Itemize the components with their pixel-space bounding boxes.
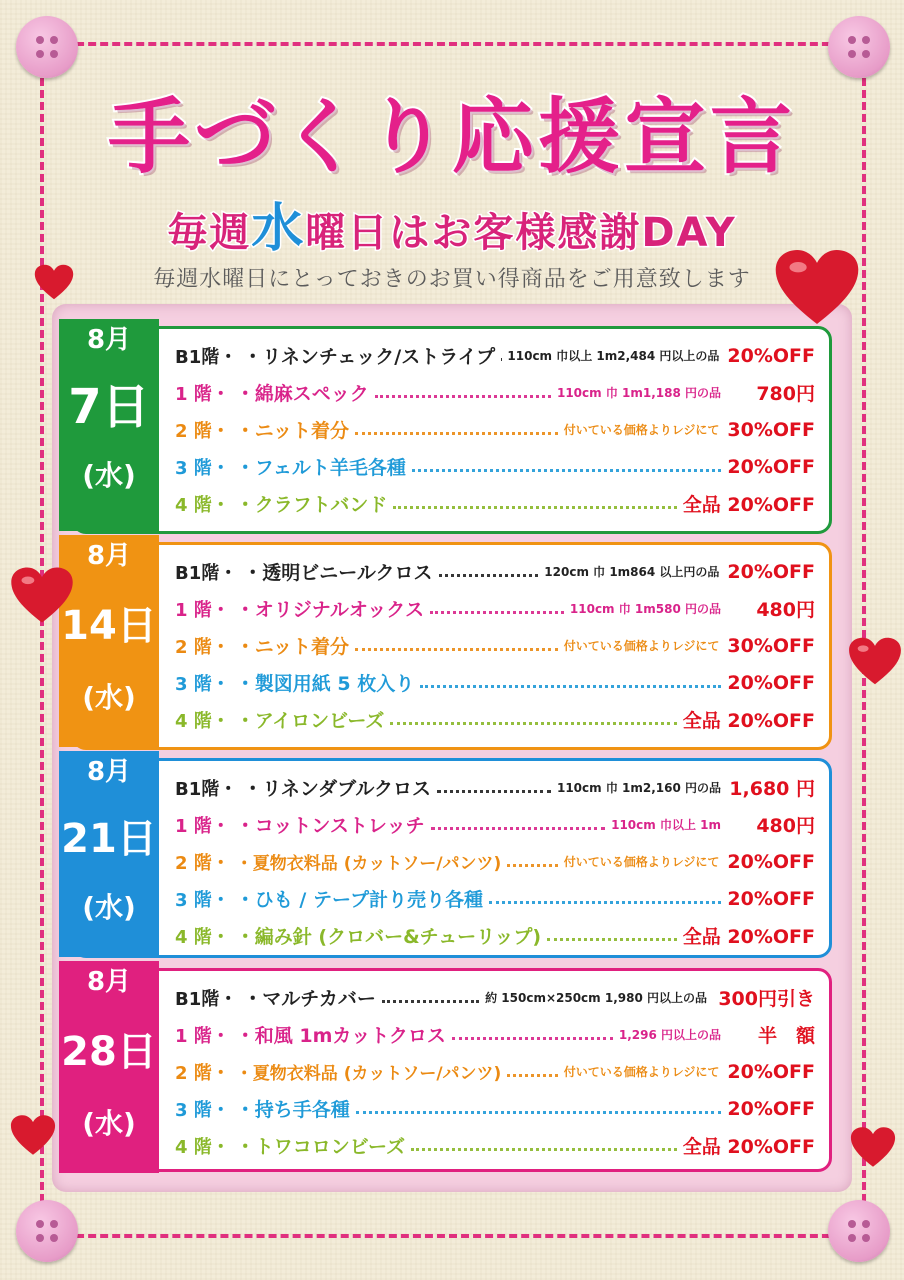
item-note: 1,296 円以上の品 — [618, 1028, 721, 1042]
item-name: ・トワコロンビーズ — [235, 1136, 406, 1158]
item-note: 110cm 巾 1m580 円の品 — [569, 602, 721, 616]
floor-label: 1 階・ — [175, 1025, 230, 1047]
floor-label: 2 階・ — [175, 636, 230, 658]
leader-dots — [547, 931, 677, 941]
button-ornament-bottom-right — [828, 1200, 890, 1262]
leader-dots — [375, 388, 551, 398]
item-note: 110cm 巾以上 1m — [611, 818, 721, 832]
heart-balloon-icon — [850, 1126, 896, 1168]
floor-label: 1 階・ — [175, 599, 230, 621]
floor-label: 3 階・ — [175, 1099, 230, 1121]
heart-balloon-icon — [10, 566, 74, 624]
leader-dots — [489, 894, 721, 904]
floor-label: 2 階・ — [175, 852, 230, 874]
item-name: ・オリジナルオックス — [235, 599, 425, 621]
list-item — [175, 411, 815, 448]
floor-label: 4 階・ — [175, 1136, 230, 1158]
subtitle-highlight: 水 — [251, 199, 306, 259]
floor-label: B1階・ — [175, 346, 238, 368]
item-name: ・クラフトバンド — [235, 494, 388, 516]
item-list — [175, 337, 815, 522]
item-name: ・ニット着分 — [235, 636, 350, 658]
leader-dots — [430, 604, 564, 614]
item-price: 780円 — [756, 383, 815, 405]
list-item — [175, 843, 815, 880]
item-price: 30%OFF — [727, 634, 815, 657]
item-note: 付いている価格よりレジにて — [563, 1065, 720, 1079]
item-price: 20%OFF — [727, 344, 815, 367]
leader-dots — [382, 993, 479, 1003]
leader-dots — [439, 567, 539, 577]
item-price: 全品 20%OFF — [682, 710, 815, 732]
floor-label: 3 階・ — [175, 457, 230, 479]
date-tab — [59, 319, 159, 531]
leader-dots — [390, 715, 676, 725]
floor-label: 3 階・ — [175, 889, 230, 911]
leader-dots — [452, 1030, 613, 1040]
floor-label: B1階・ — [175, 562, 238, 584]
leader-dots — [431, 820, 605, 830]
leader-dots — [507, 857, 557, 867]
floor-label: 4 階・ — [175, 710, 230, 732]
leader-dots — [355, 425, 558, 435]
item-list — [175, 979, 815, 1164]
list-item — [175, 448, 815, 485]
date-day: 14日 — [61, 603, 157, 649]
list-item — [175, 627, 815, 664]
item-price: 全品 20%OFF — [682, 494, 815, 516]
item-price: 30%OFF — [727, 418, 815, 441]
list-item — [175, 979, 815, 1016]
item-note: 110cm 巾以上 1m2,484 円以上の品 — [507, 349, 720, 363]
item-list — [175, 553, 815, 738]
list-item — [175, 1016, 815, 1053]
item-note: 120cm 巾 1m864 以上円の品 — [544, 565, 720, 579]
item-name: ・リネンチェック/ストライプ — [243, 346, 496, 368]
item-price: 20%OFF — [727, 850, 815, 873]
date-tab — [59, 961, 159, 1173]
week-card-aug-14 — [61, 541, 832, 750]
date-tab — [59, 535, 159, 747]
list-item — [175, 1053, 815, 1090]
leader-dots — [411, 1141, 677, 1151]
item-price: 480円 — [756, 599, 815, 621]
subtitle-suffix: 曜日はお客様感謝DAY — [305, 210, 737, 256]
item-price: 300円引き — [718, 988, 815, 1010]
item-price: 20%OFF — [727, 560, 815, 583]
date-month: 8月 — [86, 541, 132, 571]
item-price: 半 額 — [757, 1025, 815, 1047]
list-item — [175, 553, 815, 590]
list-item — [175, 769, 815, 806]
page-subtitle — [0, 186, 904, 261]
leader-dots — [420, 678, 721, 688]
list-item — [175, 374, 815, 411]
leader-dots — [356, 1104, 722, 1114]
date-weekday: (水) — [82, 1107, 136, 1140]
list-item — [175, 917, 815, 954]
item-note: 付いている価格よりレジにて — [563, 855, 720, 869]
item-price: 20%OFF — [727, 887, 815, 910]
list-item — [175, 701, 815, 738]
item-note: 付いている価格よりレジにて — [563, 639, 720, 653]
week-card-aug-7 — [68, 325, 832, 534]
heart-balloon-icon — [34, 264, 74, 300]
item-price: 全品 20%OFF — [682, 1136, 815, 1158]
button-ornament-top-right — [828, 16, 890, 78]
leader-dots — [393, 499, 676, 509]
item-name: ・フェルト羊毛各種 — [235, 457, 406, 479]
floor-label: 2 階・ — [175, 420, 230, 442]
floor-label: 4 階・ — [175, 494, 230, 516]
floor-label: 1 階・ — [175, 383, 230, 405]
date-tab — [59, 751, 159, 957]
list-item — [175, 590, 815, 627]
date-month: 8月 — [86, 967, 132, 997]
week-card-aug-21 — [61, 757, 832, 958]
item-price: 20%OFF — [727, 455, 815, 478]
item-name: ・夏物衣料品 (カットソー/パンツ) — [235, 854, 502, 874]
date-weekday: (水) — [82, 681, 136, 714]
floor-label: 1 階・ — [175, 815, 230, 837]
item-note: 110cm 巾 1m2,160 円の品 — [556, 781, 721, 795]
item-name: ・綿麻スペック — [235, 383, 369, 405]
item-name: ・持ち手各種 — [235, 1099, 350, 1121]
button-ornament-bottom-left — [16, 1200, 78, 1262]
tagline: 毎週水曜日にとっておきのお買い得商品をご用意致します — [153, 267, 751, 292]
floor-label: 3 階・ — [175, 673, 230, 695]
leader-dots — [355, 641, 558, 651]
subtitle-prefix: 毎週 — [167, 210, 252, 256]
item-note: 約 150cm×250cm 1,980 円以上の品 — [485, 991, 707, 1005]
heart-balloon-icon — [10, 1114, 56, 1156]
page-title: 手づくり応援宣言 — [107, 90, 796, 185]
item-price: 全品 20%OFF — [682, 926, 815, 948]
list-item — [175, 880, 815, 917]
floor-label: B1階・ — [175, 988, 238, 1010]
list-item — [175, 337, 815, 374]
week-card-aug-28 — [61, 967, 832, 1172]
list-item — [175, 806, 815, 843]
item-price: 1,680 円 — [729, 778, 815, 800]
item-name: ・透明ビニールクロス — [243, 562, 433, 584]
item-name: ・アイロンビーズ — [235, 710, 385, 732]
item-price: 20%OFF — [727, 1060, 815, 1083]
floor-label: B1階・ — [175, 778, 238, 800]
floor-label: 4 階・ — [175, 926, 230, 948]
list-item — [175, 664, 815, 701]
leader-dots — [412, 462, 722, 472]
heart-balloon-icon — [774, 248, 860, 326]
item-name: ・リネンダブルクロス — [243, 778, 431, 800]
item-name: ・和風 1mカットクロス — [235, 1025, 446, 1047]
date-day: 21日 — [61, 816, 157, 862]
item-name: ・夏物衣料品 (カットソー/パンツ) — [235, 1064, 502, 1084]
item-name: ・マルチカバー — [243, 988, 376, 1010]
list-item — [175, 485, 815, 522]
item-name: ・コットンストレッチ — [235, 815, 425, 837]
item-price: 20%OFF — [727, 671, 815, 694]
item-price: 20%OFF — [727, 1097, 815, 1120]
leader-dots — [437, 783, 551, 793]
list-item — [175, 1127, 815, 1164]
item-note: 付いている価格よりレジにて — [563, 423, 720, 437]
item-list — [175, 769, 815, 954]
item-name: ・ひも / テープ計り売り各種 — [235, 889, 484, 911]
date-weekday: (水) — [82, 891, 136, 924]
date-weekday: (水) — [82, 459, 136, 492]
button-ornament-top-left — [16, 16, 78, 78]
leader-dots — [507, 1067, 557, 1077]
item-name: ・ニット着分 — [235, 420, 350, 442]
date-day: 7日 — [68, 379, 150, 435]
item-price: 480円 — [756, 815, 815, 837]
item-name: ・編み針 (クロバー&チューリップ) — [235, 926, 542, 948]
date-day: 28日 — [61, 1029, 157, 1075]
date-month: 8月 — [86, 325, 132, 355]
item-name: ・製図用紙 5 枚入り — [235, 673, 415, 695]
list-item — [175, 1090, 815, 1127]
heart-balloon-icon — [848, 636, 902, 686]
item-note: 110cm 巾 1m1,188 円の品 — [556, 386, 721, 400]
floor-label: 2 階・ — [175, 1062, 230, 1084]
date-month: 8月 — [86, 757, 132, 787]
